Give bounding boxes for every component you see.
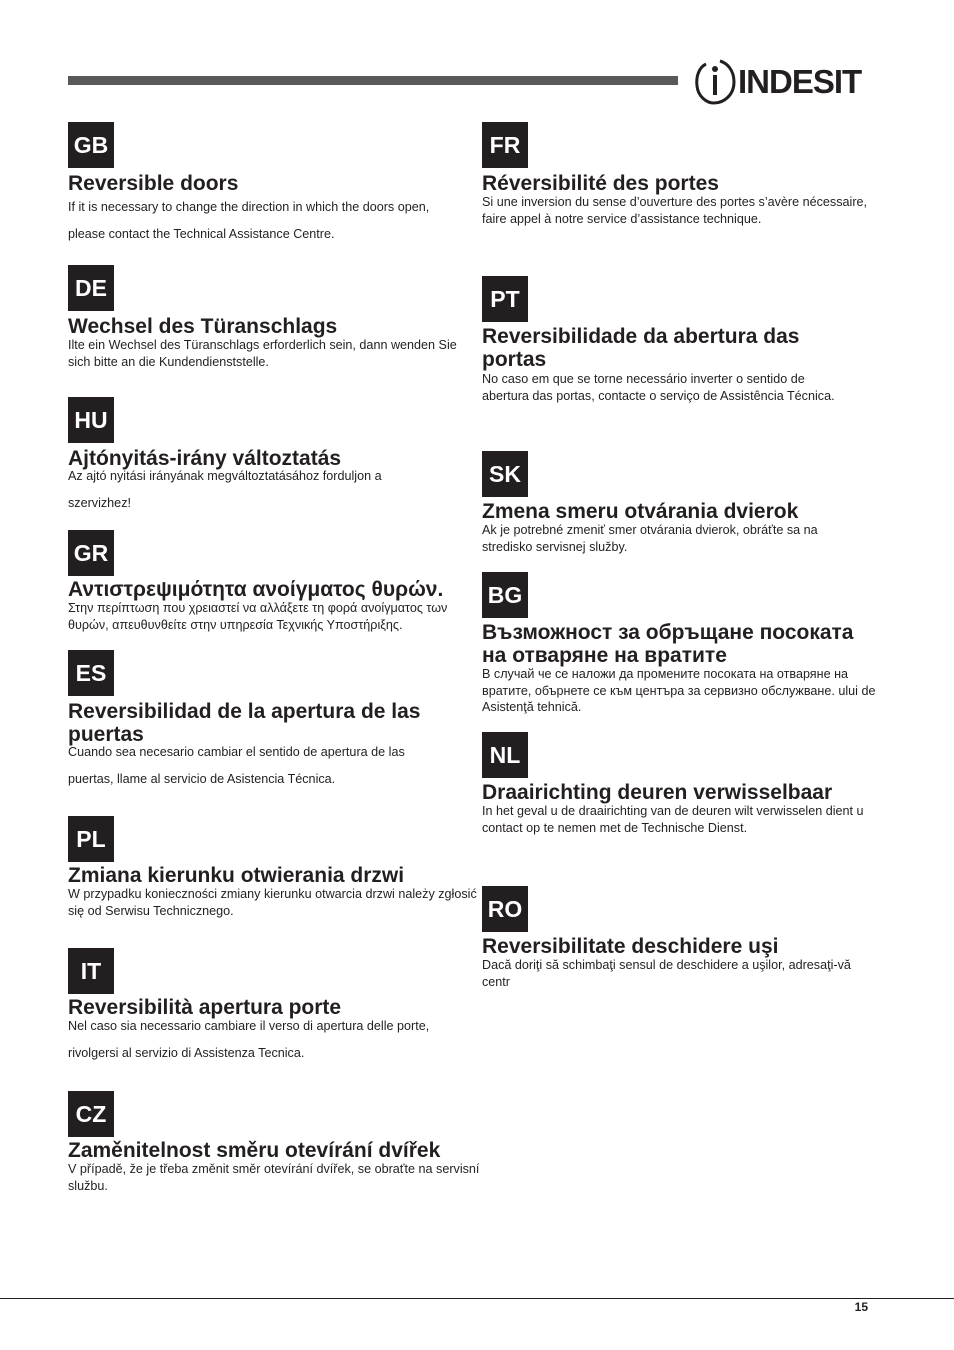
language-badge-sk: SK: [482, 451, 528, 497]
section-title: Zmena smeru otvárania dvierok: [482, 500, 799, 523]
indesit-logo: [694, 58, 870, 106]
section-body: Ilte ein Wechsel des Türanschlags erforderlich sein, dann wenden Sie sich bitte an die Kundendienststelle.: [68, 338, 457, 369]
section-body: Az ajtó nyitási irányának megváltoztatásához forduljon a szervizhez!: [68, 469, 382, 510]
section-title: Réversibilité des portes: [482, 172, 719, 195]
section-body: V případě, že je třeba změnit směr otevírání dvířek, se obraťte na servisní službu.: [68, 1162, 480, 1193]
page-number: 15: [854, 1300, 868, 1314]
section-body: In het geval u de draairichting van de deuren wilt verwisselen dient u contact op te nemen met de Technische Dienst.: [482, 804, 864, 835]
section-title: Αντιστρεψιμότητα ανοίγματος θυρών.: [68, 578, 444, 601]
section-body: If it is necessary to change the direction in which the doors open, please contact the Technical Assistance Centre.: [68, 200, 430, 241]
language-badge-pl: PL: [68, 816, 114, 862]
section-body: Ak je potrebné zmeniť smer otvárania dvierok, obráťte sa na stredisko servisnej služby.: [482, 523, 818, 554]
section-title: Reversibilità apertura porte: [68, 996, 342, 1019]
section-body: Cuando sea necesario cambiar el sentido de apertura de las puertas, llame al servicio de Asistencia Técnica.: [68, 745, 405, 786]
section-title: Reversibilitate deschidere uşi: [482, 935, 779, 958]
language-badge-gr: GR: [68, 530, 114, 576]
language-badge-hu: HU: [68, 397, 114, 443]
section-title: Reversibilidade da abertura das portas: [482, 325, 800, 371]
language-badge-es: ES: [68, 650, 114, 696]
language-badge-it: IT: [68, 948, 114, 994]
section-title: Ajtónyitás-irány változtatás: [68, 447, 342, 470]
indesit-emblem-icon: [694, 58, 738, 106]
header-rule: [68, 76, 678, 85]
section-body: No caso em que se torne necessário inverter o sentido de abertura das portas, contacte o serviço de Assistência Técnica.: [482, 372, 835, 403]
section-title: Reversibilidad de la apertura de las puertas: [68, 700, 421, 746]
section-title: Reversible doors: [68, 172, 239, 195]
section-body: В случай че се наложи да промените посоката на отваряне на вратите, обърнете се към центъра за сервизно обслужване. ului de Asistenţă tehnică.: [482, 667, 876, 714]
section-title: Zmiana kierunku otwierania drzwi: [68, 864, 405, 887]
language-badge-cz: CZ: [68, 1091, 114, 1137]
language-badge-gb: GB: [68, 122, 114, 168]
footer-rule: [0, 1298, 954, 1299]
section-title: Wechsel des Türanschlags: [68, 315, 338, 338]
section-body: Dacă doriţi să schimbaţi sensul de deschidere a uşilor, adresaţi-vă centr: [482, 958, 851, 989]
section-title: Възможност за обръщане посоката на отваряне на вратите: [482, 621, 854, 667]
brand-name: INDESIT: [738, 63, 862, 100]
language-badge-de: DE: [68, 265, 114, 311]
section-body: W przypadku konieczności zmiany kierunku otwarcia drzwi należy zgłosić się od Serwisu Technicznego.: [68, 887, 477, 918]
language-badge-fr: FR: [482, 122, 528, 168]
language-badge-ro: RO: [482, 886, 528, 932]
language-badge-bg: BG: [482, 572, 528, 618]
language-badge-nl: NL: [482, 732, 528, 778]
section-body: Στην περίπτωση που χρειαστεί να αλλάξετε τη φορά ανοίγματος των θυρών, απευθυνθείτε στην υπηρεσία Τεχνικής Υποστήριξης.: [68, 601, 448, 632]
section-body: Si une inversion du sense d’ouverture des portes s’avère nécessaire, faire appel à notre service d’assistance technique.: [482, 195, 868, 226]
language-badge-pt: PT: [482, 276, 528, 322]
section-title: Zaměnitelnost směru otevírání dvířek: [68, 1139, 441, 1162]
section-body: Nel caso sia necessario cambiare il verso di apertura delle porte, rivolgersi al servizio di Assistenza Tecnica.: [68, 1019, 430, 1060]
section-title: Draairichting deuren verwisselbaar: [482, 781, 833, 804]
